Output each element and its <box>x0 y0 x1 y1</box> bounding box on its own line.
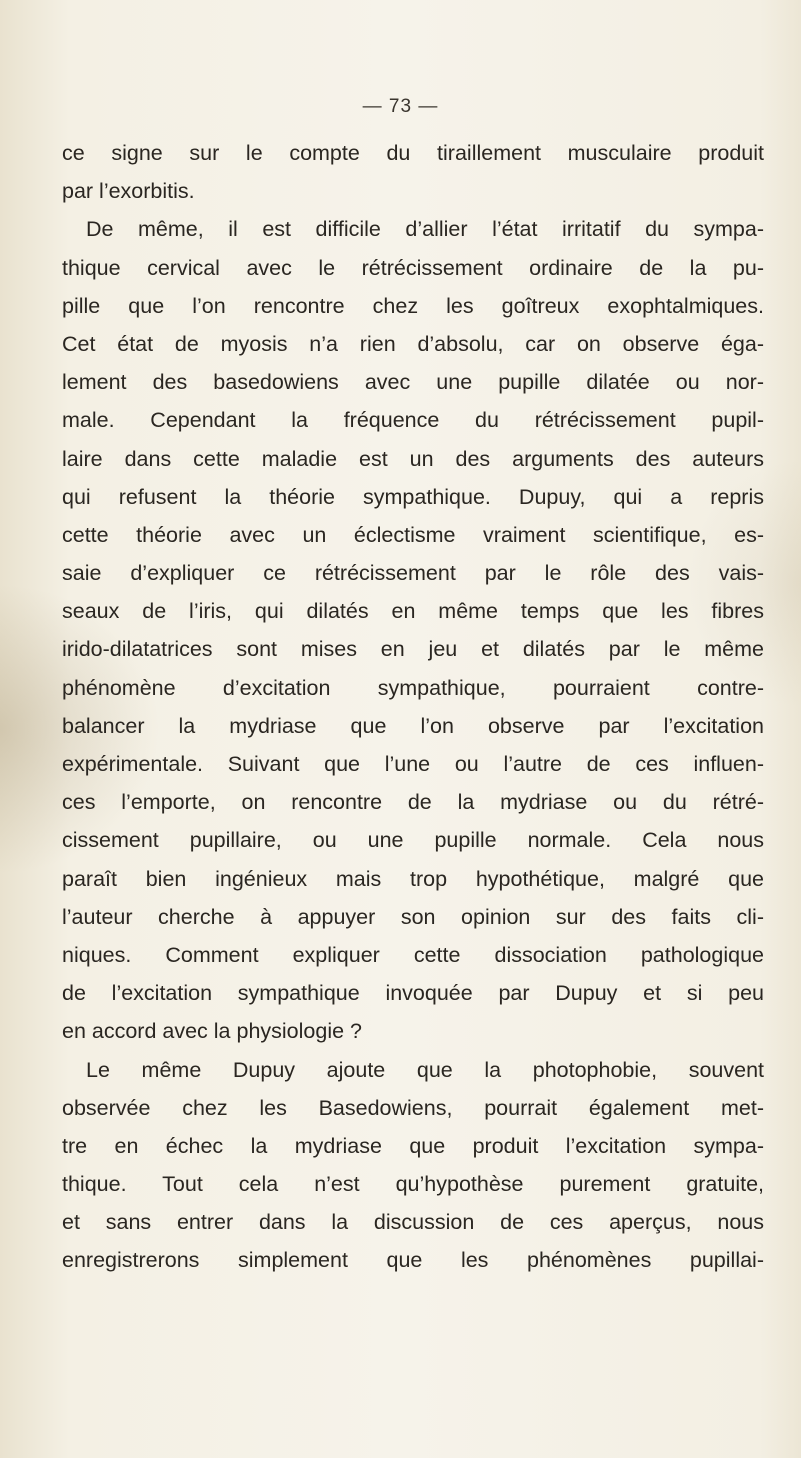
text-line: Cet état de myosis n’a rien d’absolu, car on observe éga- <box>62 331 764 356</box>
text-line: niques. Comment expliquer cette dissociation pathologique <box>62 942 764 967</box>
text-line: thique cervical avec le rétrécissement ordinaire de la pu- <box>62 255 764 280</box>
text-line: Le même Dupuy ajoute que la photophobie, souvent <box>86 1057 764 1082</box>
text-line: enregistrerons simplement que les phénomènes pupillai- <box>62 1248 764 1273</box>
text-line: De même, il est difficile d’allier l’état irritatif du sympa- <box>86 217 764 242</box>
text-line: tre en échec la mydriase que produit l’excitation sympa- <box>62 1133 764 1158</box>
text-line: observée chez les Basedowiens, pourrait également met- <box>62 1095 764 1120</box>
text-line: thique. Tout cela n’est qu’hypothèse purement gratuite, <box>62 1172 764 1197</box>
text-line: seaux de l’iris, qui dilatés en même temps que les fibres <box>62 599 764 624</box>
text-line: lement des basedowiens avec une pupille dilatée ou nor- <box>62 370 764 395</box>
text-line: en accord avec la physiologie ? <box>62 1019 362 1044</box>
text-line: cette théorie avec un éclectisme vraiment scientifique, es- <box>62 522 764 547</box>
text-line: ce signe sur le compte du tiraillement musculaire produit <box>62 141 764 165</box>
text-line: par l’exorbitis. <box>62 179 195 204</box>
text-line: balancer la mydriase que l’on observe par l’excitation <box>62 713 764 738</box>
page-number: — 73 — <box>362 96 439 117</box>
text-line: l’auteur cherche à appuyer son opinion sur des faits cli- <box>62 904 764 929</box>
text-line: pille que l’on rencontre chez les goîtreux exophtalmiques. <box>62 293 764 318</box>
text-line: phénomène d’excitation sympathique, pourraient contre- <box>62 675 764 700</box>
text-line: cissement pupillaire, ou une pupille normale. Cela nous <box>62 828 764 853</box>
text-line: et sans entrer dans la discussion de ces aperçus, nous <box>62 1210 764 1235</box>
text-line: saie d’expliquer ce rétrécissement par le rôle des vais- <box>62 561 764 586</box>
text-line: expérimentale. Suivant que l’une ou l’autre de ces influen- <box>62 752 764 776</box>
body-text <box>62 134 764 1280</box>
text-line: de l’excitation sympathique invoquée par Dupuy et si peu <box>62 981 764 1006</box>
text-line: male. Cependant la fréquence du rétrécissement pupil- <box>62 408 764 433</box>
text-line: ces l’emporte, on rencontre de la mydriase ou du rétré- <box>62 790 764 815</box>
text-line: laire dans cette maladie est un des arguments des auteurs <box>62 446 764 471</box>
text-line: paraît bien ingénieux mais trop hypothétique, malgré que <box>62 866 764 891</box>
text-line: irido-dilatatrices sont mises en jeu et dilatés par le même <box>62 637 764 662</box>
text-line: qui refusent la théorie sympathique. Dupuy, qui a repris <box>62 484 764 509</box>
